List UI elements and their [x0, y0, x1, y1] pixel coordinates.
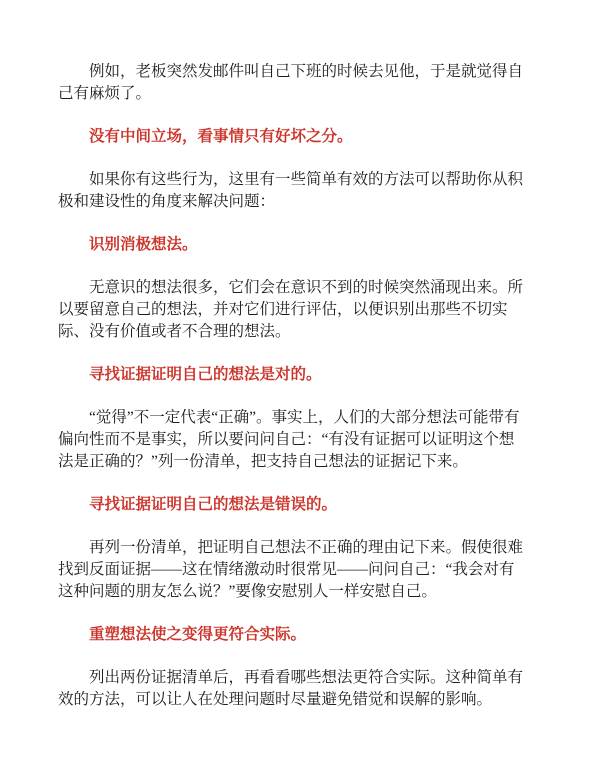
section-heading: 寻找证据证明自己的想法是对的。: [89, 366, 322, 383]
body-paragraph: 列出两份证据清单后，再看看哪些想法更符合实际。这种简单有效的方法，可以让人在处理问题时尽量避免错觉和误解的影响。: [58, 669, 524, 708]
section-heading: 重塑想法使之变得更符合实际。: [89, 626, 307, 643]
body-paragraph: 例如，老板突然发邮件叫自己下班的时候去见他，于是就觉得自己有麻烦了。: [58, 63, 524, 102]
body-paragraph: 无意识的想法很多，它们会在意识不到的时候突然涌现出来。所以要留意自己的想法，并对它们进行评估，以便识别出那些不切实际、没有价值或者不合理的想法。: [58, 279, 524, 340]
section-heading: 没有中间立场，看事情只有好坏之分。: [89, 128, 353, 145]
section-heading: 寻找证据证明自己的想法是错误的。: [89, 496, 338, 513]
section-heading: 识别消极想法。: [89, 236, 198, 253]
body-paragraph: “觉得”不一定代表“正确”。事实上，人们的大部分想法可能带有偏向性而不是事实，所以要问问自己：“有没有证据可以证明这个想法是正确的？”列一份清单，把支持自己想法的证据记下来。: [58, 409, 520, 470]
body-paragraph: 再列一份清单，把证明自己想法不正确的理由记下来。假使很难找到反面证据——这在情绪激动时很常见——问问自己：“我会对有这种问题的朋友怎么说？”要像安慰别人一样安慰自己。: [58, 539, 524, 600]
body-paragraph: 如果你有这些行为，这里有一些简单有效的方法可以帮助你从积极和建设性的角度来解决问题：: [58, 171, 524, 210]
